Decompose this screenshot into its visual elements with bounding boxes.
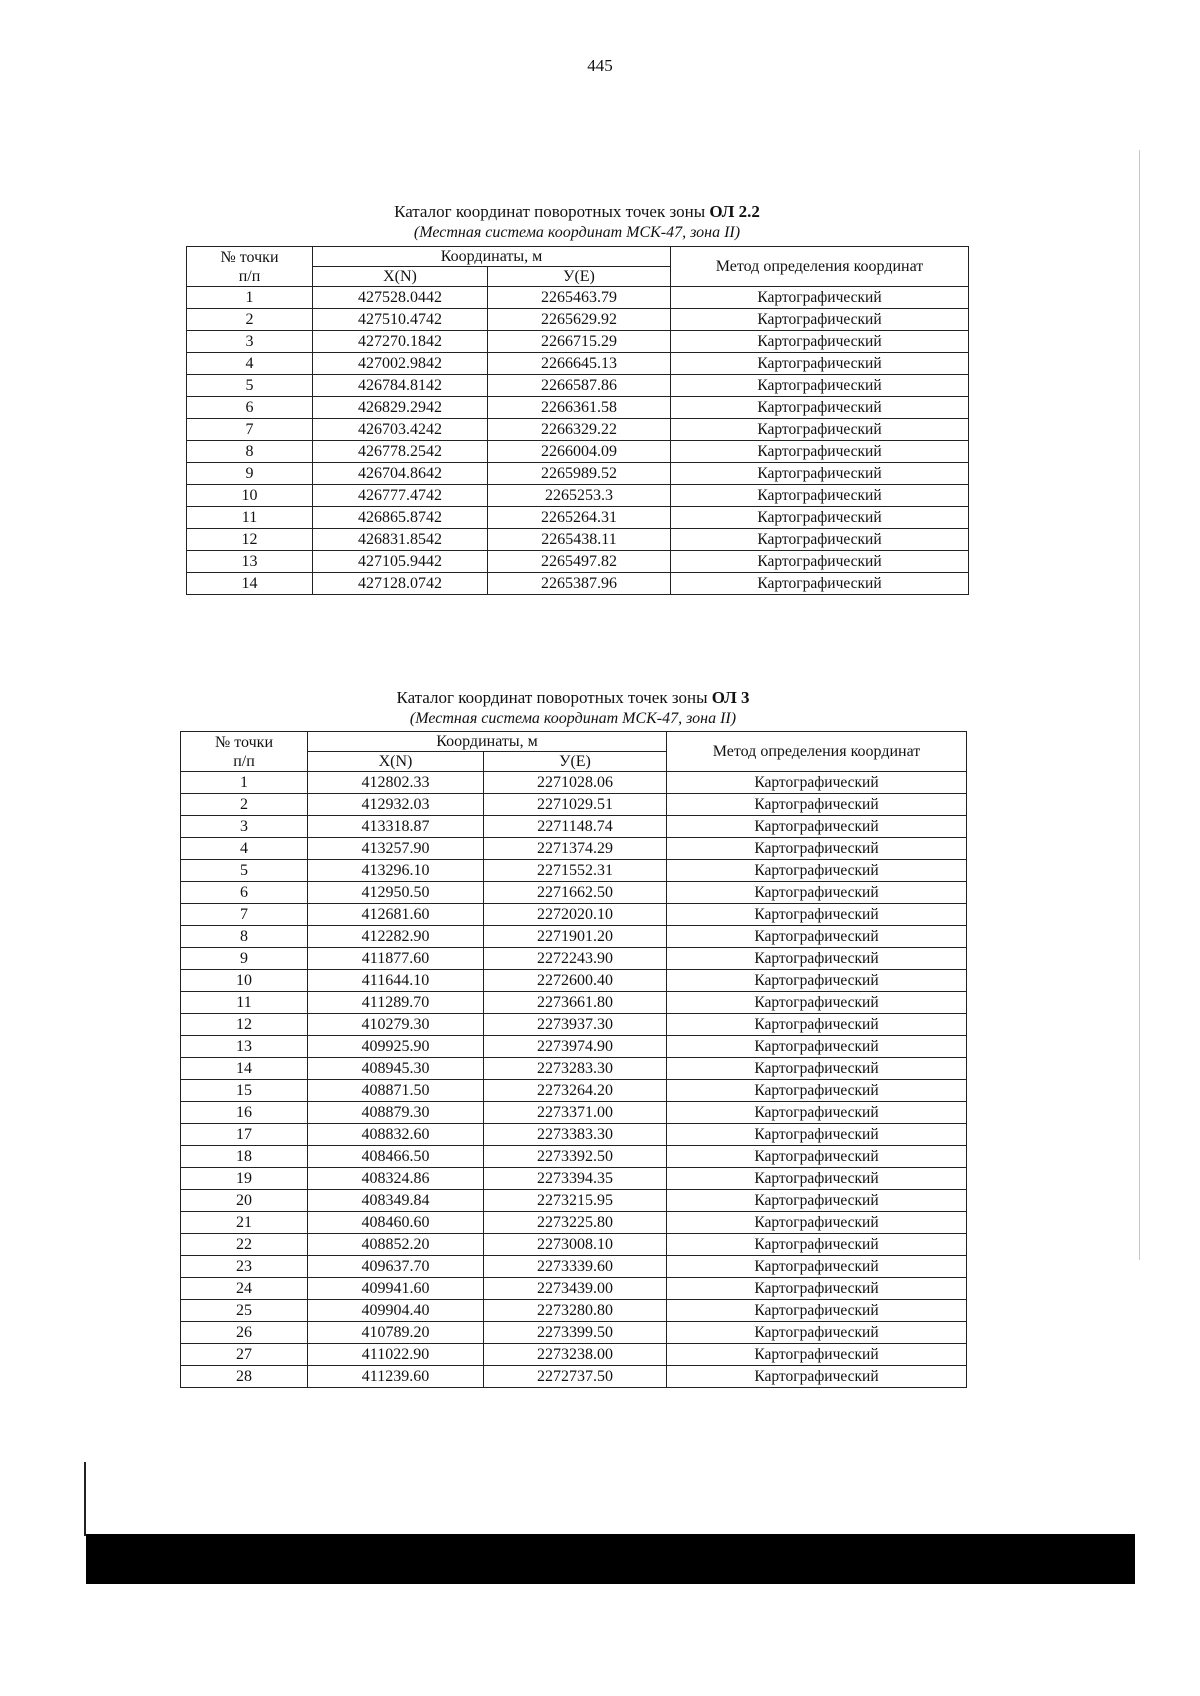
coordinates-header: Координаты, м: [313, 247, 671, 267]
method-cell: Картографический: [671, 529, 969, 551]
table-row: [181, 882, 967, 904]
y-coordinate-cell: 2266587.86: [488, 375, 671, 397]
table-row: [181, 970, 967, 992]
y-coordinate-cell: 2266715.29: [488, 331, 671, 353]
y-coordinate-cell: 2265989.52: [488, 463, 671, 485]
catalog-1-table: [186, 246, 969, 595]
x-coordinate-cell: 427128.0742: [313, 573, 488, 595]
method-cell: Картографический: [671, 573, 969, 595]
x-coordinate-cell: 412802.33: [308, 772, 484, 794]
table-row: [181, 1344, 967, 1366]
table-row: [181, 1256, 967, 1278]
y-coordinate-cell: 2265253.3: [488, 485, 671, 507]
x-coordinate-cell: 408832.60: [308, 1124, 484, 1146]
x-coordinate-cell: 412950.50: [308, 882, 484, 904]
y-coordinate-cell: 2273339.60: [484, 1256, 667, 1278]
table-row: [187, 507, 969, 529]
table-row: [187, 485, 969, 507]
table-row: [187, 287, 969, 309]
table-row: [181, 904, 967, 926]
x-coordinate-cell: 409925.90: [308, 1036, 484, 1058]
y-coordinate-cell: 2273215.95: [484, 1190, 667, 1212]
page-number: 445: [587, 56, 613, 75]
x-coordinate-cell: 411022.90: [308, 1344, 484, 1366]
method-cell: Картографический: [667, 992, 967, 1014]
y-coordinate-cell: 2273394.35: [484, 1168, 667, 1190]
method-cell: Картографический: [667, 1014, 967, 1036]
method-cell: Картографический: [671, 507, 969, 529]
point-number-cell: 13: [181, 1036, 308, 1058]
method-cell: Картографический: [667, 1256, 967, 1278]
method-cell: Картографический: [667, 1036, 967, 1058]
method-cell: Картографический: [667, 1058, 967, 1080]
x-coordinate-cell: 427528.0442: [313, 287, 488, 309]
table-row: [181, 926, 967, 948]
y-coordinate-cell: 2273974.90: [484, 1036, 667, 1058]
x-coordinate-cell: 409637.70: [308, 1256, 484, 1278]
catalog-2-subtitle: (Местная система координат МСК-47, зона II): [409, 710, 737, 727]
point-number-cell: 2: [187, 309, 313, 331]
y-header: У(Е): [484, 752, 667, 772]
point-number-cell: 5: [187, 375, 313, 397]
table-row: [181, 860, 967, 882]
table-row: [181, 1278, 967, 1300]
y-coordinate-cell: 2266329.22: [488, 419, 671, 441]
x-coordinate-cell: 408460.60: [308, 1212, 484, 1234]
x-coordinate-cell: 427510.4742: [313, 309, 488, 331]
method-cell: Картографический: [667, 860, 967, 882]
table-row: [181, 992, 967, 1014]
x-coordinate-cell: 427270.1842: [313, 331, 488, 353]
x-coordinate-cell: 408852.20: [308, 1234, 484, 1256]
catalog-1-zone: ОЛ 2.2: [709, 202, 760, 221]
x-coordinate-cell: 408945.30: [308, 1058, 484, 1080]
method-cell: Картографический: [671, 463, 969, 485]
scan-left-mark: [84, 1462, 86, 1536]
table-row: [181, 1168, 967, 1190]
point-number-cell: 12: [181, 1014, 308, 1036]
y-coordinate-cell: 2273008.10: [484, 1234, 667, 1256]
method-cell: Картографический: [667, 948, 967, 970]
x-coordinate-cell: 413296.10: [308, 860, 484, 882]
x-coordinate-cell: 413318.87: [308, 816, 484, 838]
point-number-cell: 10: [187, 485, 313, 507]
method-cell: Картографический: [671, 331, 969, 353]
method-cell: Картографический: [667, 1322, 967, 1344]
y-coordinate-cell: 2273264.20: [484, 1080, 667, 1102]
y-coordinate-cell: 2271148.74: [484, 816, 667, 838]
x-coordinate-cell: 410279.30: [308, 1014, 484, 1036]
method-cell: Картографический: [671, 287, 969, 309]
x-coordinate-cell: 426703.4242: [313, 419, 488, 441]
method-cell: Картографический: [671, 375, 969, 397]
point-number-cell: 16: [181, 1102, 308, 1124]
y-coordinate-cell: 2273225.80: [484, 1212, 667, 1234]
x-coordinate-cell: 409941.60: [308, 1278, 484, 1300]
catalog-2-title: Каталог координат поворотных точек зоны ОЛ 3: [396, 688, 750, 707]
y-coordinate-cell: 2265463.79: [488, 287, 671, 309]
catalog-1-caption: [186, 201, 968, 243]
method-cell: Картографический: [667, 1234, 967, 1256]
y-coordinate-cell: 2265387.96: [488, 573, 671, 595]
table-row: [181, 1058, 967, 1080]
point-number-cell: 4: [181, 838, 308, 860]
point-number-cell: 14: [181, 1058, 308, 1080]
y-coordinate-cell: 2266645.13: [488, 353, 671, 375]
y-coordinate-cell: 2273399.50: [484, 1322, 667, 1344]
point-number-cell: 28: [181, 1366, 308, 1388]
method-cell: Картографический: [667, 772, 967, 794]
catalog-2-caption: [180, 687, 966, 729]
table-row: [181, 816, 967, 838]
y-coordinate-cell: 2272600.40: [484, 970, 667, 992]
x-coordinate-cell: 411289.70: [308, 992, 484, 1014]
table-row: [187, 529, 969, 551]
table-row: [181, 794, 967, 816]
table-row: [181, 1234, 967, 1256]
method-cell: Картографический: [667, 904, 967, 926]
table-row: [187, 309, 969, 331]
table-row: [181, 948, 967, 970]
point-number-cell: 23: [181, 1256, 308, 1278]
method-cell: Картографический: [667, 970, 967, 992]
table-row: [187, 397, 969, 419]
method-cell: Картографический: [667, 1212, 967, 1234]
y-coordinate-cell: 2273280.80: [484, 1300, 667, 1322]
method-cell: Картографический: [667, 1146, 967, 1168]
catalog-1-title: Каталог координат поворотных точек зоны ОЛ 2.2: [394, 202, 760, 221]
table-row: [187, 441, 969, 463]
point-number-cell: 6: [187, 397, 313, 419]
point-number-cell: 7: [187, 419, 313, 441]
table-row: [187, 573, 969, 595]
table-row: [187, 353, 969, 375]
x-coordinate-cell: 426829.2942: [313, 397, 488, 419]
point-number-cell: 25: [181, 1300, 308, 1322]
y-coordinate-cell: 2272243.90: [484, 948, 667, 970]
method-cell: Картографический: [671, 419, 969, 441]
y-coordinate-cell: 2266004.09: [488, 441, 671, 463]
y-coordinate-cell: 2273392.50: [484, 1146, 667, 1168]
point-number-cell: 27: [181, 1344, 308, 1366]
method-cell: Картографический: [671, 397, 969, 419]
y-coordinate-cell: 2273937.30: [484, 1014, 667, 1036]
point-number-cell: 10: [181, 970, 308, 992]
table-row: [181, 1080, 967, 1102]
method-cell: Картографический: [667, 794, 967, 816]
x-coordinate-cell: 427105.9442: [313, 551, 488, 573]
table-row: [181, 1124, 967, 1146]
point-number-cell: 8: [187, 441, 313, 463]
x-coordinate-cell: 411239.60: [308, 1366, 484, 1388]
point-number-cell: 7: [181, 904, 308, 926]
table-row: [181, 1102, 967, 1124]
y-coordinate-cell: 2271662.50: [484, 882, 667, 904]
y-coordinate-cell: 2273661.80: [484, 992, 667, 1014]
y-coordinate-cell: 2271029.51: [484, 794, 667, 816]
method-cell: Картографический: [671, 485, 969, 507]
table-row: [187, 331, 969, 353]
y-coordinate-cell: 2271028.06: [484, 772, 667, 794]
y-header: У(Е): [488, 267, 671, 287]
catalog-1-subtitle: (Местная система координат МСК-47, зона II): [413, 224, 741, 241]
table-row: [181, 1322, 967, 1344]
x-coordinate-cell: 426777.4742: [313, 485, 488, 507]
catalog-2-zone: ОЛ 3: [711, 688, 750, 707]
method-cell: Картографический: [667, 1124, 967, 1146]
method-cell: Картографический: [667, 1300, 967, 1322]
table-row: [187, 551, 969, 573]
x-header: X(N): [313, 267, 488, 287]
x-coordinate-cell: 408349.84: [308, 1190, 484, 1212]
method-cell: Картографический: [671, 309, 969, 331]
method-cell: Картографический: [667, 882, 967, 904]
method-cell: Картографический: [667, 838, 967, 860]
point-number-cell: 11: [187, 507, 313, 529]
point-number-cell: 4: [187, 353, 313, 375]
x-coordinate-cell: 426704.8642: [313, 463, 488, 485]
y-coordinate-cell: 2273283.30: [484, 1058, 667, 1080]
table-row: [181, 1300, 967, 1322]
table-row: [181, 1190, 967, 1212]
table-row: [181, 1366, 967, 1388]
y-coordinate-cell: 2265497.82: [488, 551, 671, 573]
point-number-cell: 19: [181, 1168, 308, 1190]
point-number-cell: 11: [181, 992, 308, 1014]
method-header: Метод определения координат: [667, 732, 967, 772]
point-number-cell: 20: [181, 1190, 308, 1212]
y-coordinate-cell: 2265264.31: [488, 507, 671, 529]
point-number-cell: 14: [187, 573, 313, 595]
method-cell: Картографический: [667, 1278, 967, 1300]
y-coordinate-cell: 2273383.30: [484, 1124, 667, 1146]
table-row: [181, 1146, 967, 1168]
table-row: [187, 419, 969, 441]
method-cell: Картографический: [671, 551, 969, 573]
point-number-cell: 1: [181, 772, 308, 794]
x-coordinate-cell: 413257.90: [308, 838, 484, 860]
point-number-cell: 9: [187, 463, 313, 485]
x-coordinate-cell: 408466.50: [308, 1146, 484, 1168]
x-coordinate-cell: 408879.30: [308, 1102, 484, 1124]
point-number-cell: 9: [181, 948, 308, 970]
table-row: [187, 375, 969, 397]
point-number-cell: 6: [181, 882, 308, 904]
x-coordinate-cell: 411877.60: [308, 948, 484, 970]
y-coordinate-cell: 2273371.00: [484, 1102, 667, 1124]
x-coordinate-cell: 409904.40: [308, 1300, 484, 1322]
point-number-cell: 12: [187, 529, 313, 551]
x-coordinate-cell: 412282.90: [308, 926, 484, 948]
method-cell: Картографический: [667, 1168, 967, 1190]
point-number-cell: 26: [181, 1322, 308, 1344]
y-coordinate-cell: 2273238.00: [484, 1344, 667, 1366]
y-coordinate-cell: 2266361.58: [488, 397, 671, 419]
table-row: [181, 1212, 967, 1234]
method-header: Метод определения координат: [671, 247, 969, 287]
point-number-cell: 18: [181, 1146, 308, 1168]
x-coordinate-cell: 412932.03: [308, 794, 484, 816]
method-cell: Картографический: [671, 353, 969, 375]
point-number-cell: 13: [187, 551, 313, 573]
point-number-header: № точки п/п: [187, 247, 313, 287]
point-number-cell: 3: [181, 816, 308, 838]
x-coordinate-cell: 408324.86: [308, 1168, 484, 1190]
table-row: [181, 772, 967, 794]
point-number-cell: 5: [181, 860, 308, 882]
method-cell: Картографический: [667, 1344, 967, 1366]
point-number-cell: 22: [181, 1234, 308, 1256]
y-coordinate-cell: 2271374.29: [484, 838, 667, 860]
method-cell: Картографический: [671, 441, 969, 463]
point-number-cell: 15: [181, 1080, 308, 1102]
x-coordinate-cell: 411644.10: [308, 970, 484, 992]
scan-edge-line: [1139, 150, 1140, 1260]
method-cell: Картографический: [667, 1190, 967, 1212]
y-coordinate-cell: 2273439.00: [484, 1278, 667, 1300]
y-coordinate-cell: 2271901.20: [484, 926, 667, 948]
x-coordinate-cell: 427002.9842: [313, 353, 488, 375]
x-coordinate-cell: 426865.8742: [313, 507, 488, 529]
point-number-cell: 1: [187, 287, 313, 309]
point-number-cell: 8: [181, 926, 308, 948]
point-number-cell: 2: [181, 794, 308, 816]
method-cell: Картографический: [667, 926, 967, 948]
x-coordinate-cell: 410789.20: [308, 1322, 484, 1344]
y-coordinate-cell: 2272020.10: [484, 904, 667, 926]
point-number-cell: 17: [181, 1124, 308, 1146]
x-header: X(N): [308, 752, 484, 772]
table-row: [187, 463, 969, 485]
method-cell: Картографический: [667, 816, 967, 838]
coordinates-header: Координаты, м: [308, 732, 667, 752]
y-coordinate-cell: 2271552.31: [484, 860, 667, 882]
point-number-header: № точки п/п: [181, 732, 308, 772]
table-row: [181, 1014, 967, 1036]
x-coordinate-cell: 408871.50: [308, 1080, 484, 1102]
table-row: [181, 838, 967, 860]
y-coordinate-cell: 2265629.92: [488, 309, 671, 331]
point-number-cell: 24: [181, 1278, 308, 1300]
point-number-cell: 21: [181, 1212, 308, 1234]
scan-black-band: [86, 1534, 1135, 1584]
y-coordinate-cell: 2272737.50: [484, 1366, 667, 1388]
x-coordinate-cell: 426784.8142: [313, 375, 488, 397]
x-coordinate-cell: 426778.2542: [313, 441, 488, 463]
y-coordinate-cell: 2265438.11: [488, 529, 671, 551]
method-cell: Картографический: [667, 1366, 967, 1388]
point-number-cell: 3: [187, 331, 313, 353]
method-cell: Картографический: [667, 1102, 967, 1124]
x-coordinate-cell: 412681.60: [308, 904, 484, 926]
table-row: [181, 1036, 967, 1058]
x-coordinate-cell: 426831.8542: [313, 529, 488, 551]
catalog-2-table: [180, 731, 967, 1388]
method-cell: Картографический: [667, 1080, 967, 1102]
